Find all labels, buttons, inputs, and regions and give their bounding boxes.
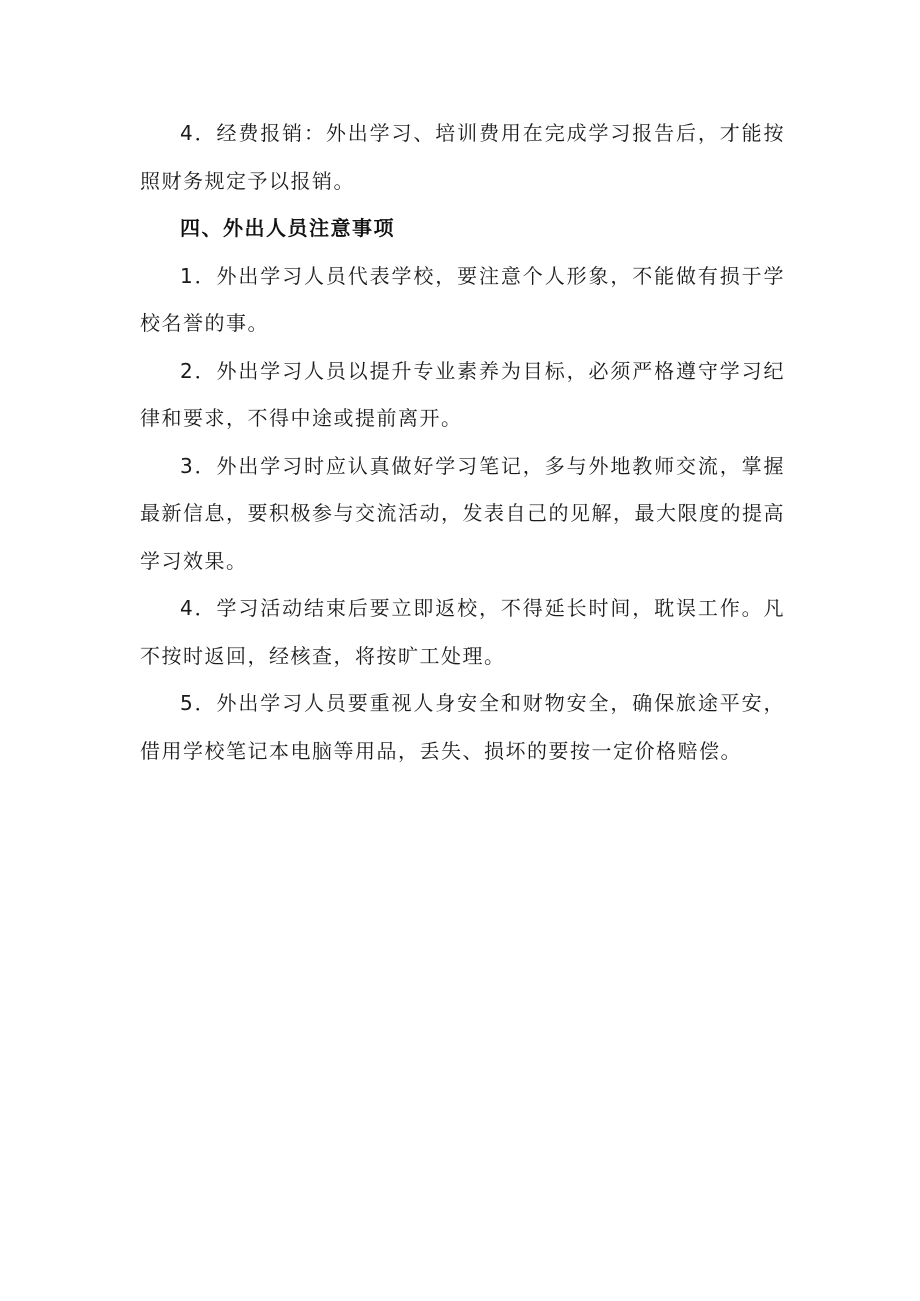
section-heading-precautions: 四、外出人员注意事项 (180, 216, 395, 240)
document-body (140, 110, 785, 775)
paragraph-expense-reimbursement: 4．经费报销：外出学习、培训费用在完成学习报告后，才能按照财务规定予以报销。 (140, 121, 785, 193)
paragraph-item-4: 4．学习活动结束后要立即返校，不得延长时间，耽误工作。凡不按时返回，经核查，将按旷工处理。 (140, 596, 785, 668)
paragraph-item-2: 2．外出学习人员以提升专业素养为目标，必须严格遵守学习纪律和要求，不得中途或提前离开。 (140, 358, 785, 430)
paragraph-item-5: 5．外出学习人员要重视人身安全和财物安全，确保旅途平安，借用学校笔记本电脑等用品，丢失、损坏的要按一定价格赔偿。 (140, 691, 785, 763)
paragraph-item-1: 1．外出学习人员代表学校，要注意个人形象，不能做有损于学校名誉的事。 (140, 263, 785, 335)
paragraph-item-3: 3．外出学习时应认真做好学习笔记，多与外地教师交流，掌握最新信息，要积极参与交流活动，发表自己的见解，最大限度的提高学习效果。 (140, 453, 785, 573)
